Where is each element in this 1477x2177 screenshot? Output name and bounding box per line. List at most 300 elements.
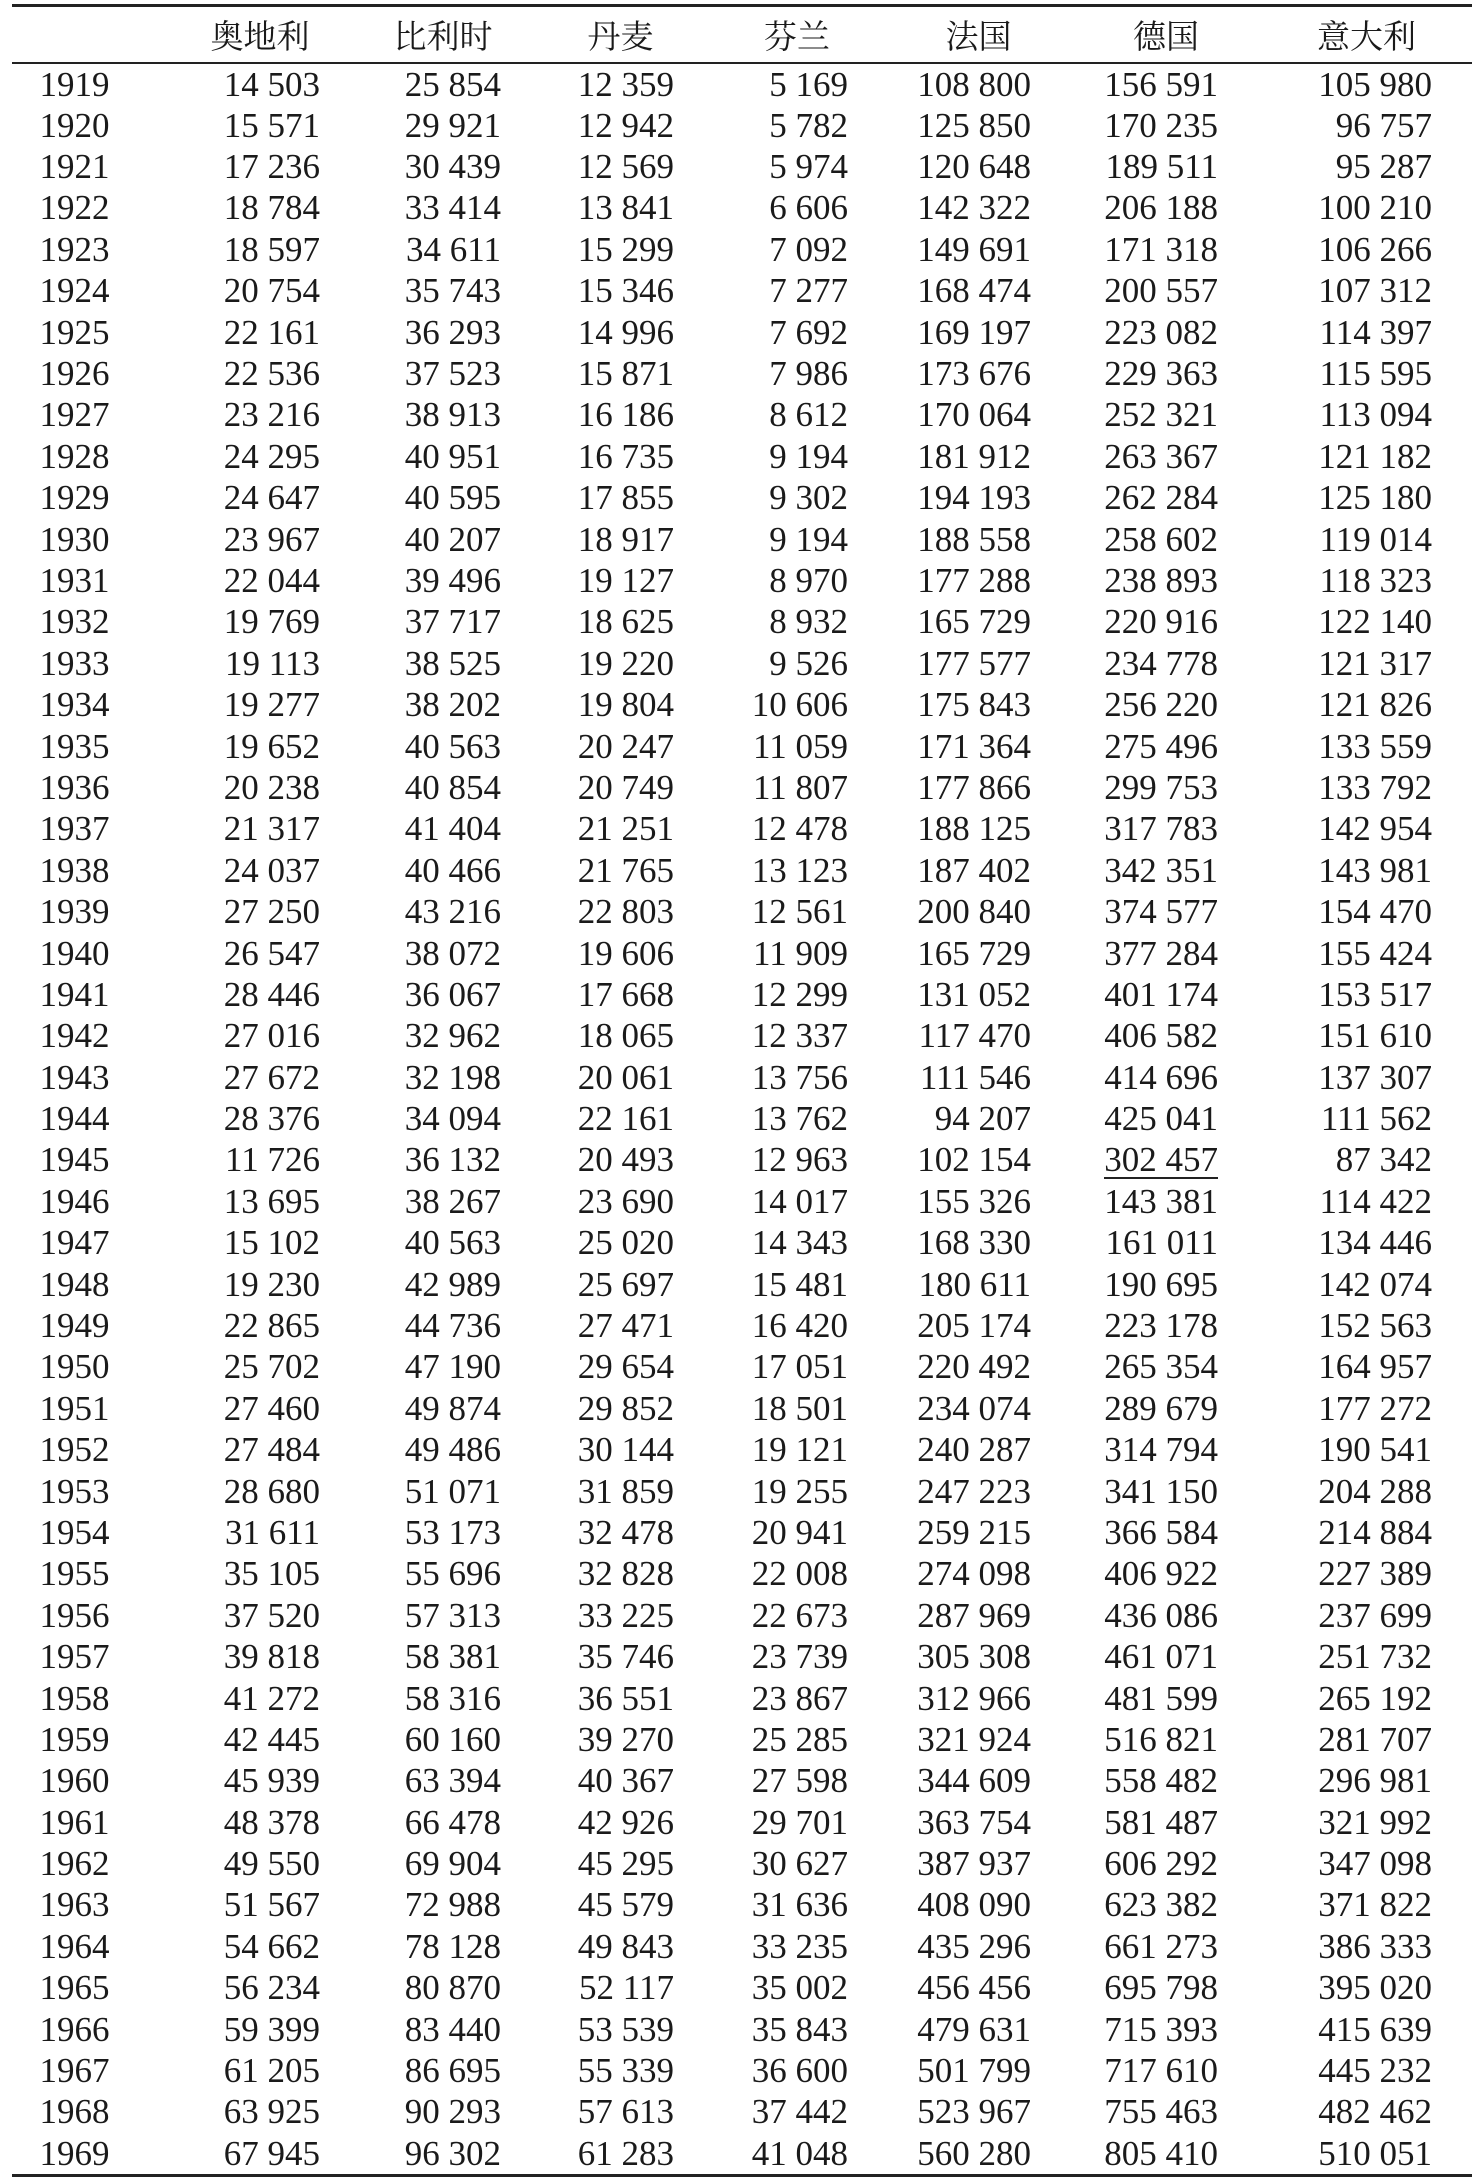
value-cell: 341 150 — [1104, 1471, 1218, 1511]
value-cell: 395 020 — [1318, 1968, 1432, 2008]
table-row — [12, 1636, 1472, 1677]
value-cell: 406 582 — [1104, 1016, 1218, 1056]
value-cell: 435 296 — [917, 1926, 1031, 1966]
value-cell: 149 691 — [917, 229, 1031, 269]
value-cell: 408 090 — [917, 1885, 1031, 1925]
value-cell: 461 071 — [1104, 1637, 1218, 1677]
value-cell: 14 343 — [751, 1223, 848, 1263]
value-cell: 19 230 — [223, 1264, 320, 1304]
value-cell: 66 478 — [404, 1802, 501, 1842]
value-cell: 445 232 — [1318, 2051, 1432, 2091]
year-cell: 1968 — [39, 2092, 110, 2132]
value-cell: 142 322 — [917, 188, 1031, 228]
year-cell: 1919 — [39, 64, 110, 104]
year-cell: 1920 — [39, 105, 110, 145]
value-cell: 20 247 — [577, 726, 674, 766]
value-cell: 8 612 — [769, 395, 848, 435]
column-header-country: 奥地利 — [167, 6, 353, 63]
value-cell: 60 160 — [404, 1719, 501, 1759]
value-cell: 234 074 — [917, 1388, 1031, 1428]
value-cell: 40 367 — [577, 1761, 674, 1801]
value-cell: 259 215 — [917, 1512, 1031, 1552]
value-cell: 20 754 — [223, 271, 320, 311]
value-cell: 155 424 — [1318, 933, 1432, 973]
value-cell: 414 696 — [1104, 1057, 1218, 1097]
value-cell: 181 912 — [917, 436, 1031, 476]
year-cell: 1938 — [39, 850, 110, 890]
value-cell: 314 794 — [1104, 1430, 1218, 1470]
value-cell: 19 804 — [577, 685, 674, 725]
value-cell: 371 822 — [1318, 1885, 1432, 1925]
value-cell: 287 969 — [917, 1595, 1031, 1635]
value-cell: 321 924 — [917, 1719, 1031, 1759]
value-cell: 40 595 — [404, 478, 501, 518]
value-cell: 35 843 — [751, 2009, 848, 2049]
value-cell: 17 668 — [577, 974, 674, 1014]
table-row — [12, 1760, 1472, 1801]
value-cell: 13 123 — [751, 850, 848, 890]
value-cell: 377 284 — [1104, 933, 1218, 973]
value-cell: 31 859 — [577, 1471, 674, 1511]
table-row — [12, 1595, 1472, 1636]
value-cell: 189 511 — [1105, 147, 1218, 187]
value-cell: 39 270 — [577, 1719, 674, 1759]
value-cell: 41 272 — [223, 1678, 320, 1718]
value-cell: 29 701 — [751, 1802, 848, 1842]
value-cell: 35 743 — [404, 271, 501, 311]
value-cell: 44 736 — [404, 1306, 501, 1346]
table-row — [12, 2133, 1472, 2176]
table-row — [12, 1139, 1472, 1180]
value-cell: 32 478 — [577, 1512, 674, 1552]
value-cell: 105 980 — [1318, 64, 1432, 104]
value-cell: 83 440 — [404, 2009, 501, 2049]
value-cell: 386 333 — [1318, 1926, 1432, 1966]
value-cell: 152 563 — [1318, 1306, 1432, 1346]
value-cell: 12 963 — [751, 1140, 848, 1180]
table-row — [12, 229, 1472, 270]
value-cell: 16 186 — [577, 395, 674, 435]
value-cell: 86 695 — [404, 2051, 501, 2091]
value-cell: 111 562 — [1320, 1099, 1432, 1139]
table-row — [12, 353, 1472, 394]
table-row — [12, 1926, 1472, 1967]
value-cell: 19 127 — [577, 560, 674, 600]
value-cell: 15 102 — [223, 1223, 320, 1263]
value-cell: 39 818 — [223, 1637, 320, 1677]
value-cell: 321 992 — [1318, 1802, 1432, 1842]
value-cell: 102 154 — [917, 1140, 1031, 1180]
value-cell: 58 381 — [404, 1637, 501, 1677]
column-header-country: 法国 — [886, 6, 1071, 63]
year-cell: 1963 — [39, 1885, 110, 1925]
value-cell: 37 520 — [223, 1595, 320, 1635]
value-cell: 482 462 — [1318, 2092, 1432, 2132]
value-cell: 190 541 — [1318, 1430, 1432, 1470]
value-cell: 5 974 — [769, 147, 848, 187]
value-cell: 53 539 — [577, 2009, 674, 2049]
table-row — [12, 560, 1472, 601]
value-cell: 220 492 — [917, 1347, 1031, 1387]
value-cell: 169 197 — [917, 312, 1031, 352]
value-cell: 252 321 — [1104, 395, 1218, 435]
value-cell: 115 595 — [1319, 354, 1432, 394]
value-cell: 205 174 — [917, 1306, 1031, 1346]
value-cell: 16 420 — [751, 1306, 848, 1346]
value-cell: 131 052 — [917, 974, 1031, 1014]
table-row — [12, 601, 1472, 642]
value-cell: 36 600 — [751, 2051, 848, 2091]
table-header-row — [12, 6, 1472, 63]
value-cell: 59 399 — [223, 2009, 320, 2049]
value-cell: 53 173 — [404, 1512, 501, 1552]
value-cell: 30 144 — [577, 1430, 674, 1470]
value-cell: 45 579 — [577, 1885, 674, 1925]
value-cell: 436 086 — [1104, 1595, 1218, 1635]
value-cell: 9 194 — [769, 519, 848, 559]
value-cell: 55 339 — [577, 2051, 674, 2091]
year-cell: 1954 — [39, 1512, 110, 1552]
value-cell: 19 255 — [751, 1471, 848, 1511]
year-cell: 1958 — [39, 1678, 110, 1718]
value-cell: 623 382 — [1104, 1885, 1218, 1925]
year-cell: 1946 — [39, 1181, 110, 1221]
value-cell: 805 410 — [1071, 2133, 1261, 2176]
value-cell: 299 753 — [1104, 767, 1218, 807]
value-cell: 27 471 — [577, 1306, 674, 1346]
value-cell: 14 017 — [751, 1181, 848, 1221]
value-cell: 33 225 — [577, 1595, 674, 1635]
value-cell: 31 611 — [225, 1512, 320, 1552]
value-cell: 661 273 — [1104, 1926, 1218, 1966]
value-cell: 200 840 — [917, 892, 1031, 932]
value-cell: 164 957 — [1318, 1347, 1432, 1387]
value-cell: 234 778 — [1104, 643, 1218, 683]
value-cell: 67 945 — [167, 2133, 353, 2176]
value-cell: 29 921 — [404, 105, 501, 145]
table-row — [12, 1263, 1472, 1304]
value-cell: 305 308 — [917, 1637, 1031, 1677]
value-cell: 8 970 — [769, 560, 848, 600]
value-cell: 24 647 — [223, 478, 320, 518]
value-cell: 49 550 — [223, 1844, 320, 1884]
value-cell: 247 223 — [917, 1471, 1031, 1511]
value-cell: 237 699 — [1318, 1595, 1432, 1635]
year-cell: 1952 — [39, 1430, 110, 1470]
year-cell: 1934 — [39, 685, 110, 725]
table-body — [12, 63, 1472, 2176]
year-cell: 1964 — [39, 1926, 110, 1966]
table-row — [12, 2008, 1472, 2049]
value-cell: 165 729 — [917, 602, 1031, 642]
value-cell: 143 381 — [1104, 1181, 1218, 1221]
value-cell: 17 051 — [751, 1347, 848, 1387]
value-cell: 18 501 — [751, 1388, 848, 1428]
value-cell: 366 584 — [1104, 1512, 1218, 1552]
value-cell: 168 474 — [917, 271, 1031, 311]
table-row — [12, 1802, 1472, 1843]
value-cell: 18 597 — [223, 229, 320, 269]
table-row — [12, 1470, 1472, 1511]
value-cell: 19 606 — [577, 933, 674, 973]
value-cell: 15 346 — [577, 271, 674, 311]
table-row — [12, 1181, 1472, 1222]
table-row — [12, 477, 1472, 518]
year-cell: 1933 — [39, 643, 110, 683]
value-cell: 27 460 — [223, 1388, 320, 1428]
table-row — [12, 725, 1472, 766]
table-row — [12, 187, 1472, 228]
value-cell: 11 059 — [753, 726, 848, 766]
value-cell: 7 692 — [769, 312, 848, 352]
value-cell: 111 546 — [919, 1057, 1031, 1097]
value-cell: 177 288 — [917, 560, 1031, 600]
value-cell: 35 746 — [577, 1637, 674, 1677]
value-cell: 27 484 — [223, 1430, 320, 1470]
value-cell: 125 850 — [917, 105, 1031, 145]
value-cell: 38 202 — [404, 685, 501, 725]
value-cell: 19 277 — [223, 685, 320, 725]
value-cell: 47 190 — [404, 1347, 501, 1387]
value-cell: 106 266 — [1318, 229, 1432, 269]
value-cell: 214 884 — [1318, 1512, 1432, 1552]
value-cell: 40 563 — [404, 726, 501, 766]
table-row — [12, 311, 1472, 352]
value-cell: 143 981 — [1318, 850, 1432, 890]
value-cell: 28 680 — [223, 1471, 320, 1511]
value-cell: 100 210 — [1318, 188, 1432, 228]
value-cell: 187 402 — [917, 850, 1031, 890]
value-cell: 13 695 — [223, 1181, 320, 1221]
table-row — [12, 1222, 1472, 1263]
value-cell: 113 094 — [1319, 395, 1432, 435]
value-cell: 425 041 — [1104, 1099, 1218, 1139]
value-cell: 501 799 — [917, 2051, 1031, 2091]
value-cell: 23 690 — [577, 1181, 674, 1221]
table-row — [12, 891, 1472, 932]
value-cell: 154 470 — [1318, 892, 1432, 932]
table-row — [12, 974, 1472, 1015]
value-cell: 10 606 — [751, 685, 848, 725]
value-cell: 229 363 — [1104, 354, 1218, 394]
year-cell: 1928 — [39, 436, 110, 476]
value-cell: 52 117 — [579, 1968, 674, 2008]
value-cell: 32 198 — [404, 1057, 501, 1097]
value-cell: 240 287 — [917, 1430, 1031, 1470]
value-cell: 153 517 — [1318, 974, 1432, 1014]
table-row — [12, 1884, 1472, 1925]
value-cell: 90 293 — [404, 2092, 501, 2132]
table-row — [12, 518, 1472, 559]
value-cell: 42 926 — [577, 1802, 674, 1842]
value-cell: 188 558 — [917, 519, 1031, 559]
value-cell: 11 807 — [753, 767, 848, 807]
value-cell: 194 193 — [917, 478, 1031, 518]
value-cell: 170 235 — [1104, 105, 1218, 145]
value-cell: 27 672 — [223, 1057, 320, 1097]
value-cell: 12 561 — [751, 892, 848, 932]
value-cell: 19 113 — [225, 643, 320, 683]
value-cell: 387 937 — [917, 1844, 1031, 1884]
value-cell: 258 602 — [1104, 519, 1218, 559]
value-cell: 175 843 — [917, 685, 1031, 725]
value-cell: 19 220 — [577, 643, 674, 683]
year-cell: 1929 — [39, 478, 110, 518]
value-cell: 40 207 — [404, 519, 501, 559]
value-cell: 22 803 — [577, 892, 674, 932]
year-cell: 1950 — [39, 1347, 110, 1387]
table-row — [12, 1429, 1472, 1470]
value-cell: 177 866 — [917, 767, 1031, 807]
value-cell: 406 922 — [1104, 1554, 1218, 1594]
value-cell: 18 625 — [577, 602, 674, 642]
value-cell: 23 967 — [223, 519, 320, 559]
table-row — [12, 1512, 1472, 1553]
value-cell: 42 445 — [223, 1719, 320, 1759]
value-cell: 606 292 — [1104, 1844, 1218, 1884]
value-cell: 19 652 — [223, 726, 320, 766]
year-cell: 1943 — [39, 1057, 110, 1097]
year-cell: 1931 — [39, 560, 110, 600]
value-cell: 11 909 — [753, 933, 848, 973]
value-cell: 55 696 — [404, 1554, 501, 1594]
value-cell: 251 732 — [1318, 1637, 1432, 1677]
value-cell: 5 782 — [769, 105, 848, 145]
value-cell: 151 610 — [1318, 1016, 1432, 1056]
value-cell: 289 679 — [1104, 1388, 1218, 1428]
value-cell: 40 854 — [404, 767, 501, 807]
value-cell: 7 986 — [769, 354, 848, 394]
value-cell: 7 277 — [769, 271, 848, 311]
value-cell: 49 874 — [404, 1388, 501, 1428]
value-cell: 317 783 — [1104, 809, 1218, 849]
value-cell: 94 207 — [934, 1099, 1031, 1139]
value-cell: 18 065 — [577, 1016, 674, 1056]
value-cell: 26 547 — [223, 933, 320, 973]
value-cell: 20 493 — [577, 1140, 674, 1180]
value-cell: 63 394 — [404, 1761, 501, 1801]
year-cell: 1935 — [39, 726, 110, 766]
value-cell: 34 611 — [406, 229, 501, 269]
value-cell: 87 342 — [1335, 1140, 1432, 1180]
year-cell: 1967 — [39, 2051, 110, 2091]
year-cell: 1957 — [39, 1637, 110, 1677]
value-cell: 137 307 — [1318, 1057, 1432, 1097]
value-cell: 49 486 — [404, 1430, 501, 1470]
value-cell: 22 008 — [751, 1554, 848, 1594]
value-cell: 30 627 — [751, 1844, 848, 1884]
value-cell: 23 739 — [751, 1637, 848, 1677]
value-cell: 40 466 — [404, 850, 501, 890]
value-cell: 20 238 — [223, 767, 320, 807]
value-cell: 25 020 — [577, 1223, 674, 1263]
year-cell: 1939 — [39, 892, 110, 932]
value-cell: 43 216 — [404, 892, 501, 932]
year-cell: 1925 — [39, 312, 110, 352]
value-cell: 38 525 — [404, 643, 501, 683]
year-cell: 1953 — [39, 1471, 110, 1511]
value-cell: 96 302 — [353, 2133, 533, 2176]
value-cell: 265 354 — [1104, 1347, 1218, 1387]
table-row — [12, 1305, 1472, 1346]
table-row — [12, 436, 1472, 477]
value-cell: 35 002 — [751, 1968, 848, 2008]
value-cell: 15 299 — [577, 229, 674, 269]
value-cell: 107 312 — [1318, 271, 1432, 311]
value-cell: 227 389 — [1318, 1554, 1432, 1594]
value-cell: 41 404 — [404, 809, 501, 849]
value-cell: 96 757 — [1335, 105, 1432, 145]
value-cell: 36 067 — [404, 974, 501, 1014]
value-cell: 142 074 — [1318, 1264, 1432, 1304]
value-cell: 21 317 — [223, 809, 320, 849]
value-cell: 262 284 — [1104, 478, 1218, 518]
value-cell: 481 599 — [1104, 1678, 1218, 1718]
value-cell: 114 397 — [1319, 312, 1432, 352]
value-cell: 173 676 — [917, 354, 1031, 394]
value-cell: 14 996 — [577, 312, 674, 352]
value-cell: 717 610 — [1104, 2051, 1218, 2091]
value-cell: 63 925 — [223, 2092, 320, 2132]
value-cell: 168 330 — [917, 1223, 1031, 1263]
value-cell: 134 446 — [1318, 1223, 1432, 1263]
year-cell: 1932 — [39, 602, 110, 642]
table-row — [12, 1388, 1472, 1429]
value-cell: 29 654 — [577, 1347, 674, 1387]
value-cell: 39 496 — [404, 560, 501, 600]
value-cell: 12 569 — [577, 147, 674, 187]
value-cell: 16 735 — [577, 436, 674, 476]
value-cell: 220 916 — [1104, 602, 1218, 642]
year-cell: 1924 — [39, 271, 110, 311]
value-cell: 560 280 — [886, 2133, 1071, 2176]
year-cell: 1961 — [39, 1802, 110, 1842]
value-cell: 25 702 — [223, 1347, 320, 1387]
value-cell: 12 359 — [577, 64, 674, 104]
value-cell: 156 591 — [1104, 64, 1218, 104]
year-cell: 1969 — [12, 2133, 167, 2176]
value-cell: 33 235 — [751, 1926, 848, 1966]
value-cell: 165 729 — [917, 933, 1031, 973]
value-cell: 263 367 — [1104, 436, 1218, 476]
value-cell: 57 613 — [577, 2092, 674, 2132]
year-cell: 1926 — [39, 354, 110, 394]
value-cell: 5 169 — [769, 64, 848, 104]
value-cell: 374 577 — [1104, 892, 1218, 932]
value-cell: 363 754 — [917, 1802, 1031, 1842]
value-cell: 20 941 — [751, 1512, 848, 1552]
value-cell: 7 092 — [769, 229, 848, 269]
value-cell: 32 962 — [404, 1016, 501, 1056]
year-cell: 1962 — [39, 1844, 110, 1884]
value-cell: 9 194 — [769, 436, 848, 476]
value-cell: 206 188 — [1104, 188, 1218, 228]
value-cell: 12 337 — [751, 1016, 848, 1056]
value-cell: 200 557 — [1104, 271, 1218, 311]
year-cell: 1941 — [39, 974, 110, 1014]
table-row — [12, 2091, 1472, 2132]
value-cell: 24 295 — [223, 436, 320, 476]
value-cell: 49 843 — [577, 1926, 674, 1966]
year-cell: 1940 — [39, 933, 110, 973]
value-cell: 35 105 — [223, 1554, 320, 1594]
value-cell: 161 011 — [1105, 1223, 1218, 1263]
table-row — [12, 1677, 1472, 1718]
value-cell: 72 988 — [404, 1885, 501, 1925]
value-cell: 12 478 — [751, 809, 848, 849]
value-cell: 22 536 — [223, 354, 320, 394]
value-cell: 223 082 — [1104, 312, 1218, 352]
